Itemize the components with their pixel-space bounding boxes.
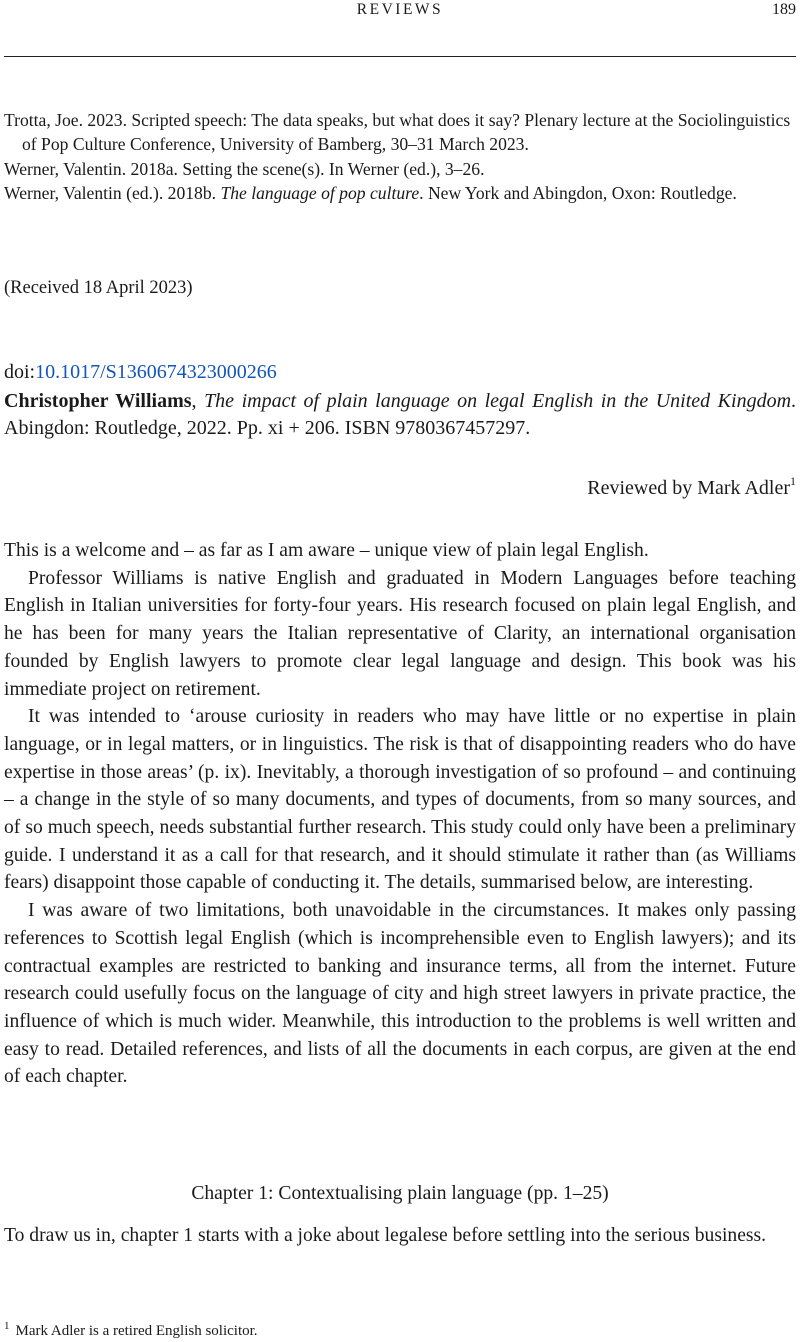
page-number: 189 [772,1,796,18]
doi-line [4,359,277,385]
reference-list [4,108,796,206]
reference-trotta-2023: Trotta, Joe. 2023. Scripted speech: The data speaks, but what does it say? Plenary lecture at the Sociolinguistics of Pop Culture Conference, University of Bamberg, 30–31 March 2023. [4,110,791,155]
doi-prefix: doi: [4,361,36,383]
book-citation [4,388,796,442]
book-title: The impact of plain language on legal English in the United Kingdom [204,390,792,412]
received-date: (Received 18 April 2023) [4,278,193,298]
book-sep: , [191,390,205,412]
paragraph-2: Professor Williams is native English and graduated in Modern Languages before teaching English in Italian universities for forty-four years. His research focused on plain legal English, and he has been for many years the Italian representative of Clarity, an international organisation founded by English lawyers to promote clear legal language and design. This book was his immediate project on retirement. [4,567,796,700]
book-details: . Abingdon: Routledge, 2022. Pp. xi + 206. ISBN 9780367457297. [4,390,797,439]
chapter-body [4,1222,796,1250]
running-title: REVIEWS [356,1,444,18]
book-author: Christopher Williams [4,390,192,412]
reference-werner-2018b [4,181,796,205]
reference-before: Werner, Valentin (ed.). 2018b. [4,183,221,204]
reviewer-name: Reviewed by Mark Adler [587,477,790,499]
running-head [0,0,800,22]
footnote [4,1316,258,1341]
footnote-text: Mark Adler is a retired English solicitor. [15,1323,258,1339]
reviewer-line [587,468,796,502]
reference-werner-2018a: Werner, Valentin. 2018a. Setting the scene(s). In Werner (ed.), 3–26. [4,158,485,179]
paragraph-3: It was intended to ‘arouse curiosity in readers who may have little or no expertise in plain language, or in legal matters, or in linguistics. The risk is that of disappointing readers who do have expertise in those areas’ (p. ix). Inevitably, a thorough investigation of so profound – and continuing – a change in the style of so many documents, and types of documents, from so many sources, and of so much speech, needs substantial further research. This study could only have been a preliminary guide. I understand it as a call for that research, and it should stimulate it rather than (as Williams fears) disappoint those capable of conducting it. The details, summarised below, are interesting. [4,706,796,894]
footnote-mark: 1 [4,1320,10,1332]
reference-title: The language of pop culture [220,183,420,204]
chapter-heading: Chapter 1: Contextualising plain language (pp. 1–25) [191,1183,609,1204]
paragraph-4: I was aware of two limitations, both unavoidable in the circumstances. It makes only passing references to Scottish legal English (which is incomprehensible even to English lawyers); and its contractual examples are restricted to banking and insurance terms, all from the internet. Future research could usefully focus on the language of city and high street lawyers in private practice, the influence of which is much wider. Meanwhile, this introduction to the problems is well written and easy to read. Detailed references, and lists of all the documents in each corpus, are given at the end of each chapter. [4,900,796,1088]
doi-link[interactable]: 10.1017/S1360674323000266 [35,361,277,383]
review-body [4,537,796,1091]
reference-after: . New York and Abingdon, Oxon: Routledge. [419,183,737,204]
chapter-paragraph-1: To draw us in, chapter 1 starts with a joke about legalese before settling into the serious business. [4,1225,767,1246]
header-rule [4,56,796,57]
footnote-reference[interactable]: 1 [790,474,796,488]
paragraph-1: This is a welcome and – as far as I am aware – unique view of plain legal English. [4,540,649,561]
